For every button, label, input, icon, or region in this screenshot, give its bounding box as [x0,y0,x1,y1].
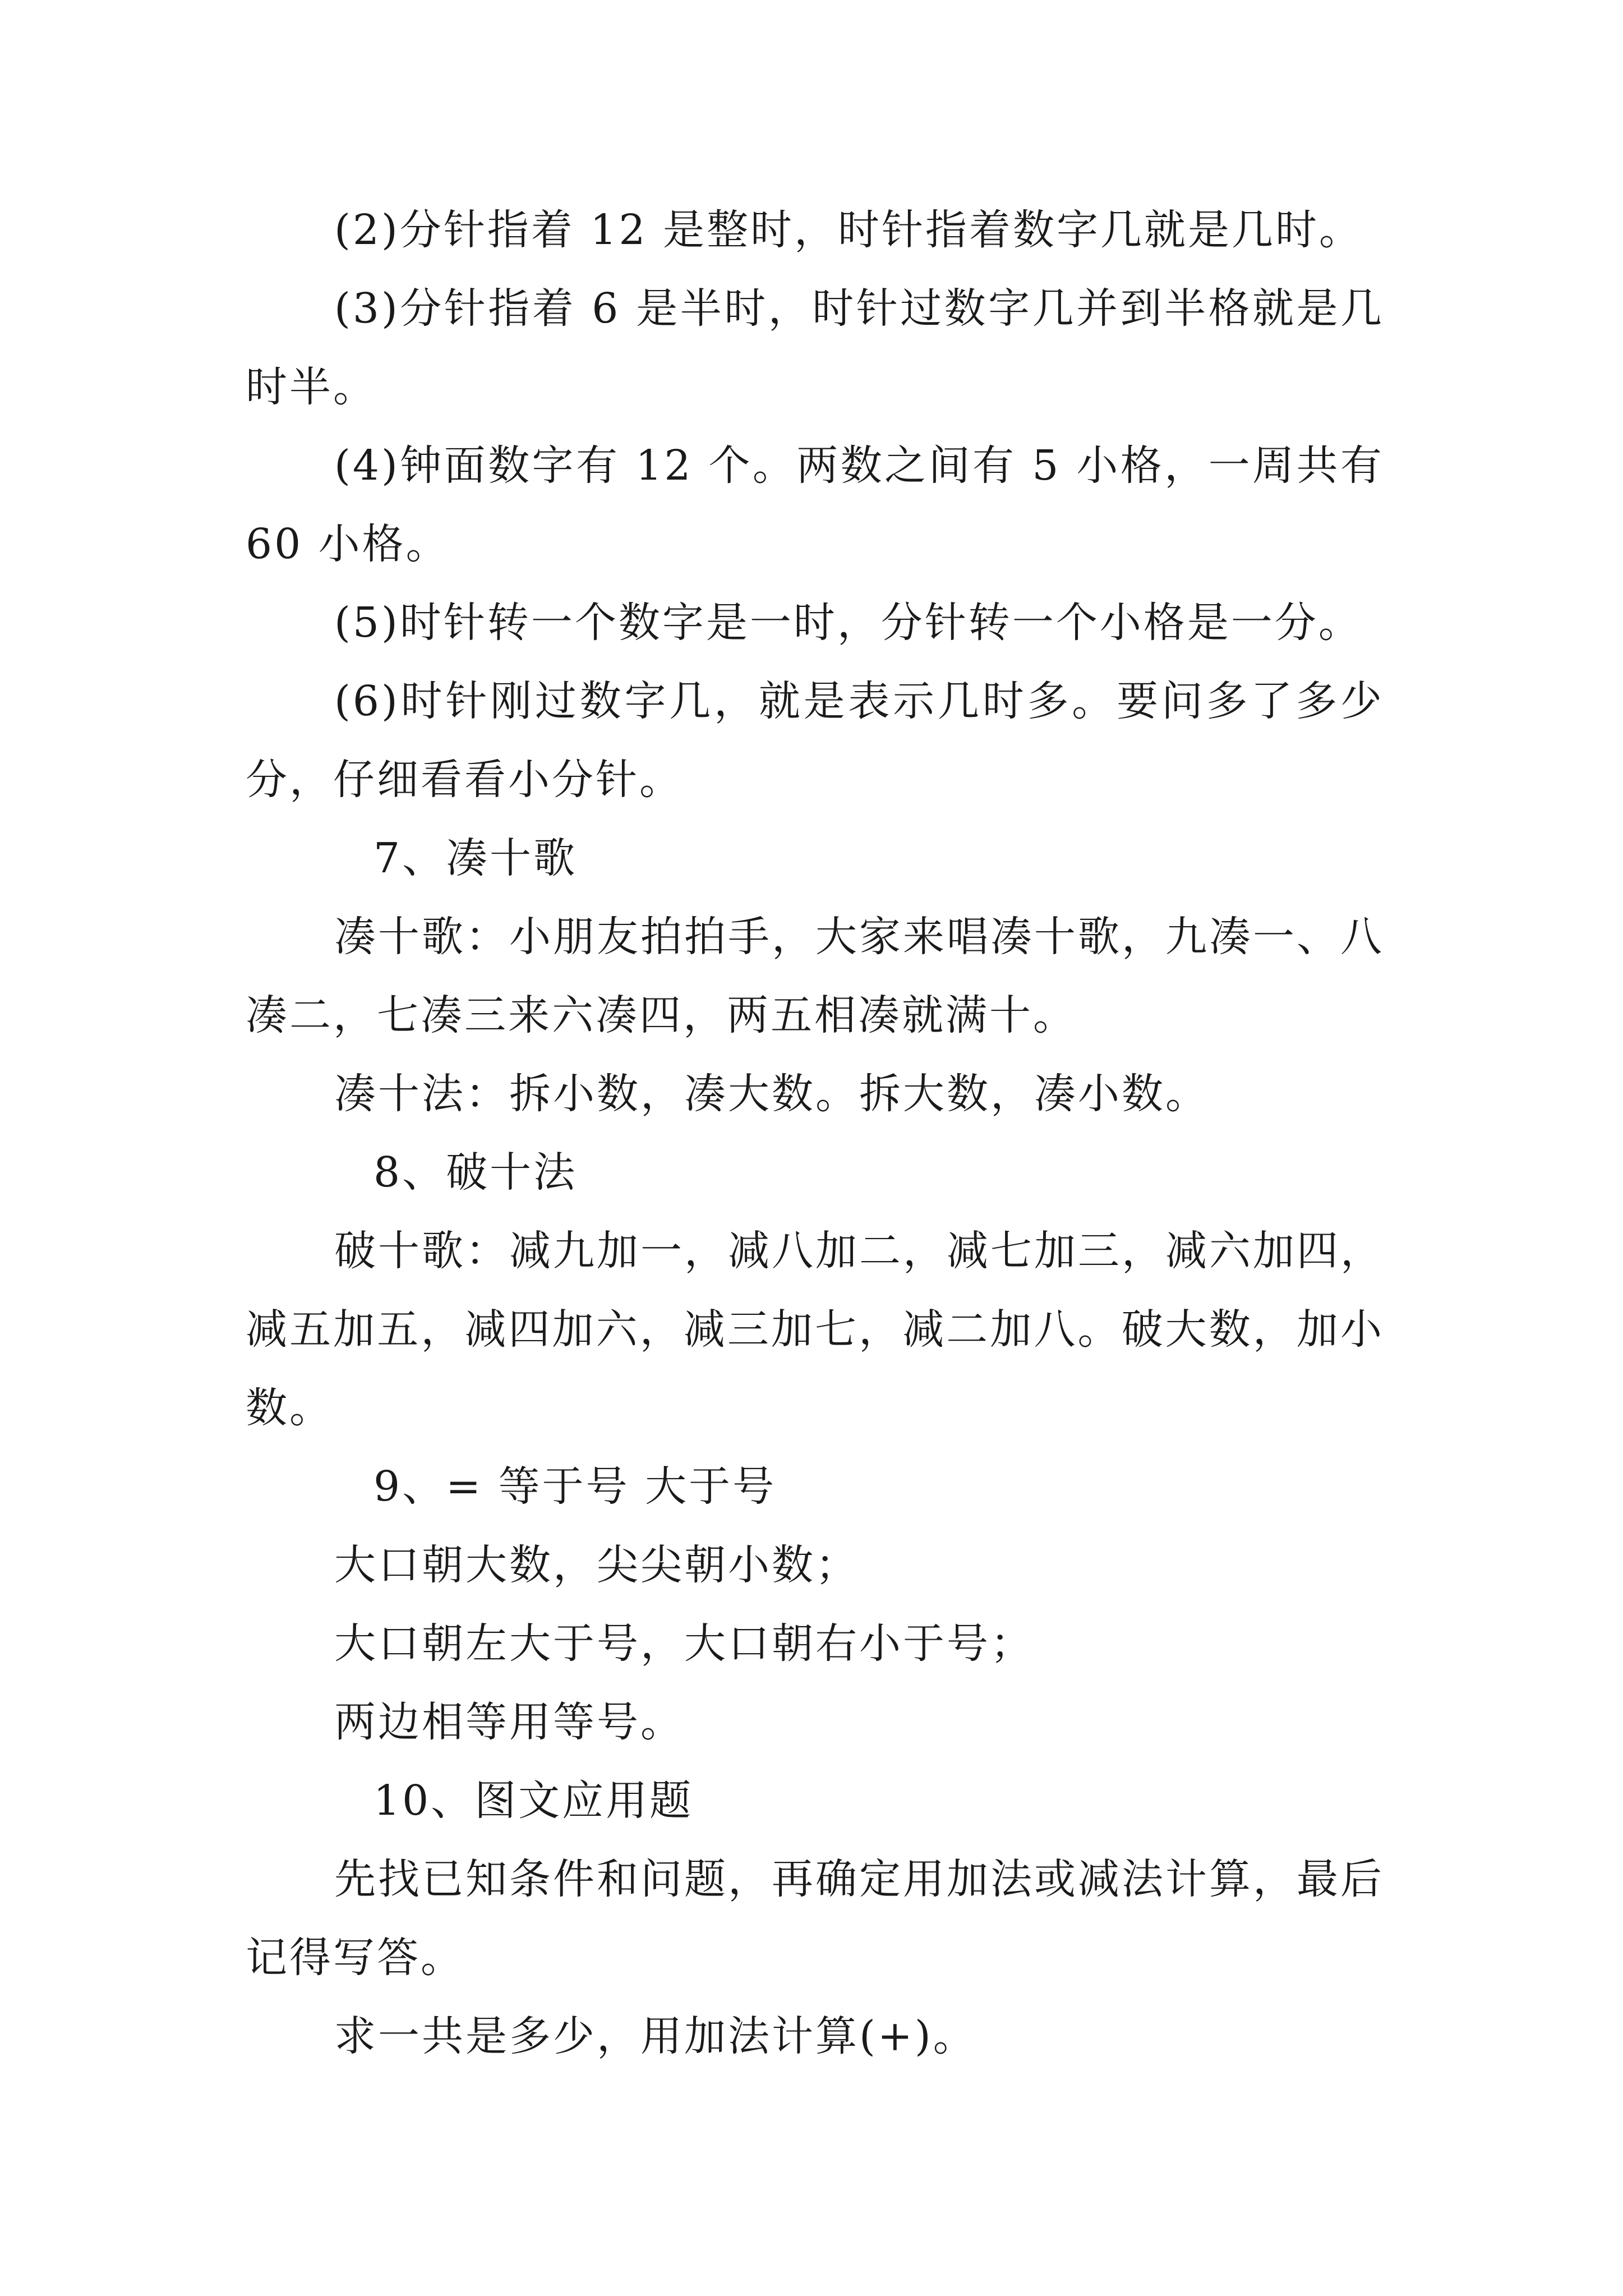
paragraph: (3)分针指着 6 是半时，时针过数字几并到半格就是几时半。 [246,284,1384,411]
paragraph: 先找已知条件和问题，再确定用加法或减法计算，最后记得写答。 [246,1855,1384,1982]
paragraph: 大口朝左大于号，大口朝右小于号； [334,1619,1034,1668]
paragraph: 破十歌：减九加一，减八加二，减七加三，减六加四，减五加五，减四加六，减三加七，减二加八。破大数，加小数。 [246,1227,1384,1432]
section-heading: 10、图文应用题 [374,1777,694,1825]
section-heading: 8、破十法 [374,1148,578,1197]
document-body [246,191,1384,2076]
paragraph: (6)时针刚过数字几，就是表示几时多。要问多了多少分，仔细看看小分针。 [246,677,1384,804]
paragraph: (5)时针转一个数字是一时，分针转一个小格是一分。 [334,599,1362,647]
section-heading: 7、凑十歌 [374,834,578,882]
section-heading: 9、= 等于号 大于号 [374,1462,777,1511]
paragraph: (2)分针指着 12 是整时，时针指着数字几就是几时。 [334,206,1363,254]
paragraph: (4)钟面数字有 12 个。两数之间有 5 小格，一周共有 60 小格。 [246,441,1384,568]
paragraph: 凑十歌：小朋友拍拍手，大家来唱凑十歌，九凑一、八凑二，七凑三来六凑四，两五相凑就满十。 [246,913,1384,1039]
paragraph: 大口朝大数，尖尖朝小数； [334,1541,859,1589]
paragraph: 求一共是多少，用加法计算(+)。 [334,2012,977,2060]
paragraph: 两边相等用等号。 [334,1698,684,1746]
paragraph: 凑十法：拆小数，凑大数。拆大数，凑小数。 [334,1070,1209,1118]
